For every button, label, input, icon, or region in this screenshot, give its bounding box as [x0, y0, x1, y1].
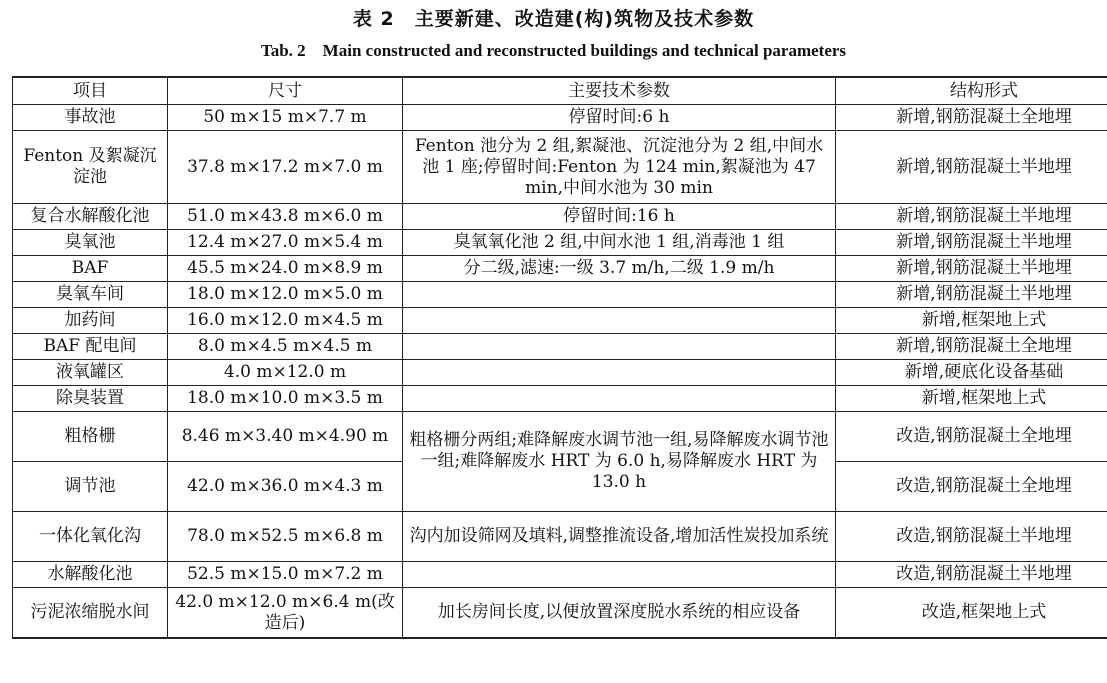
- table-row: [13, 230, 1107, 256]
- cell-size: 45.5 m×24.0 m×8.9 m: [168, 256, 403, 282]
- table-row: [13, 131, 1107, 204]
- table-row: [13, 512, 1107, 562]
- cell-param: [403, 386, 836, 412]
- table-row: [13, 282, 1107, 308]
- cell-item: 除臭装置: [13, 386, 168, 412]
- table-row: [13, 360, 1107, 386]
- cell-item: Fenton 及絮凝沉淀池: [13, 131, 168, 204]
- cell-size: 4.0 m×12.0 m: [168, 360, 403, 386]
- cell-item: 一体化氧化沟: [13, 512, 168, 562]
- cell-size: 51.0 m×43.8 m×6.0 m: [168, 204, 403, 230]
- cell-param: [403, 282, 836, 308]
- cell-size: 18.0 m×10.0 m×3.5 m: [168, 386, 403, 412]
- cell-item: 液氧罐区: [13, 360, 168, 386]
- cell-param: [403, 308, 836, 334]
- cell-struct: 改造,钢筋混凝土全地埋: [836, 412, 1107, 462]
- cell-struct: 改造,框架地上式: [836, 588, 1107, 639]
- cell-item: 污泥浓缩脱水间: [13, 588, 168, 639]
- cell-param: 加长房间长度,以便放置深度脱水系统的相应设备: [403, 588, 836, 639]
- cell-size: 8.46 m×3.40 m×4.90 m: [168, 412, 403, 462]
- table-row: [13, 308, 1107, 334]
- cell-struct: 新增,硬底化设备基础: [836, 360, 1107, 386]
- cell-struct: 新增,钢筋混凝土半地埋: [836, 282, 1107, 308]
- cell-struct: 新增,框架地上式: [836, 308, 1107, 334]
- table-caption-cn: 表 2 主要新建、改造建(构)筑物及技术参数: [352, 8, 755, 30]
- cell-param: 沟内加设筛网及填料,调整推流设备,增加活性炭投加系统: [403, 512, 836, 562]
- parameters-table: [12, 76, 1107, 639]
- cell-struct: 新增,钢筋混凝土半地埋: [836, 131, 1107, 204]
- cell-struct: 新增,钢筋混凝土全地埋: [836, 105, 1107, 131]
- cell-struct: 改造,钢筋混凝土全地埋: [836, 462, 1107, 512]
- header-item: 项目: [13, 77, 168, 105]
- cell-item: 加药间: [13, 308, 168, 334]
- cell-item: 臭氧池: [13, 230, 168, 256]
- cell-item: 事故池: [13, 105, 168, 131]
- table-row: [13, 386, 1107, 412]
- cell-item: BAF 配电间: [13, 334, 168, 360]
- cell-param: 停留时间:6 h: [403, 105, 836, 131]
- cell-param: [403, 360, 836, 386]
- table-row: [13, 105, 1107, 131]
- cell-struct: 新增,钢筋混凝土全地埋: [836, 334, 1107, 360]
- table-row: [13, 412, 1107, 462]
- header-size: 尺寸: [168, 77, 403, 105]
- cell-param: Fenton 池分为 2 组,絮凝池、沉淀池分为 2 组,中间水池 1 座;停留时间:Fenton 为 124 min,絮凝池为 47 min,中间水池为 30 min: [403, 131, 836, 204]
- cell-struct: 新增,钢筋混凝土半地埋: [836, 204, 1107, 230]
- table-row: [13, 588, 1107, 639]
- cell-param: 臭氧氧化池 2 组,中间水池 1 组,消毒池 1 组: [403, 230, 836, 256]
- cell-struct: 新增,钢筋混凝土半地埋: [836, 230, 1107, 256]
- cell-param: 停留时间:16 h: [403, 204, 836, 230]
- cell-item: 臭氧车间: [13, 282, 168, 308]
- cell-item: 粗格栅: [13, 412, 168, 462]
- table-row: [13, 204, 1107, 230]
- cell-param: [403, 562, 836, 588]
- table-row: [13, 334, 1107, 360]
- header-param: 主要技术参数: [403, 77, 836, 105]
- cell-param: [403, 334, 836, 360]
- cell-param: 粗格栅分两组;难降解废水调节池一组,易降解废水调节池一组;难降解废水 HRT 为 6.0 h,易降解废水 HRT 为 13.0 h: [403, 412, 836, 512]
- table-caption-en: Tab. 2 Main constructed and reconstructed buildings and technical parameters: [260, 41, 847, 60]
- cell-size: 52.5 m×15.0 m×7.2 m: [168, 562, 403, 588]
- cell-param: 分二级,滤速:一级 3.7 m/h,二级 1.9 m/h: [403, 256, 836, 282]
- cell-struct: 新增,钢筋混凝土半地埋: [836, 256, 1107, 282]
- cell-size: 8.0 m×4.5 m×4.5 m: [168, 334, 403, 360]
- cell-size: 42.0 m×12.0 m×6.4 m(改造后): [168, 588, 403, 639]
- cell-size: 18.0 m×12.0 m×5.0 m: [168, 282, 403, 308]
- header-struct: 结构形式: [836, 77, 1107, 105]
- cell-item: 调节池: [13, 462, 168, 512]
- cell-struct: 改造,钢筋混凝土半地埋: [836, 562, 1107, 588]
- cell-size: 12.4 m×27.0 m×5.4 m: [168, 230, 403, 256]
- table-row: [13, 562, 1107, 588]
- cell-size: 78.0 m×52.5 m×6.8 m: [168, 512, 403, 562]
- cell-item: 水解酸化池: [13, 562, 168, 588]
- table-row: [13, 256, 1107, 282]
- cell-item: 复合水解酸化池: [13, 204, 168, 230]
- cell-size: 42.0 m×36.0 m×4.3 m: [168, 462, 403, 512]
- cell-size: 50 m×15 m×7.7 m: [168, 105, 403, 131]
- cell-struct: 改造,钢筋混凝土半地埋: [836, 512, 1107, 562]
- table-header-row: [13, 77, 1107, 105]
- cell-size: 37.8 m×17.2 m×7.0 m: [168, 131, 403, 204]
- cell-size: 16.0 m×12.0 m×4.5 m: [168, 308, 403, 334]
- cell-item: BAF: [13, 256, 168, 282]
- cell-struct: 新增,框架地上式: [836, 386, 1107, 412]
